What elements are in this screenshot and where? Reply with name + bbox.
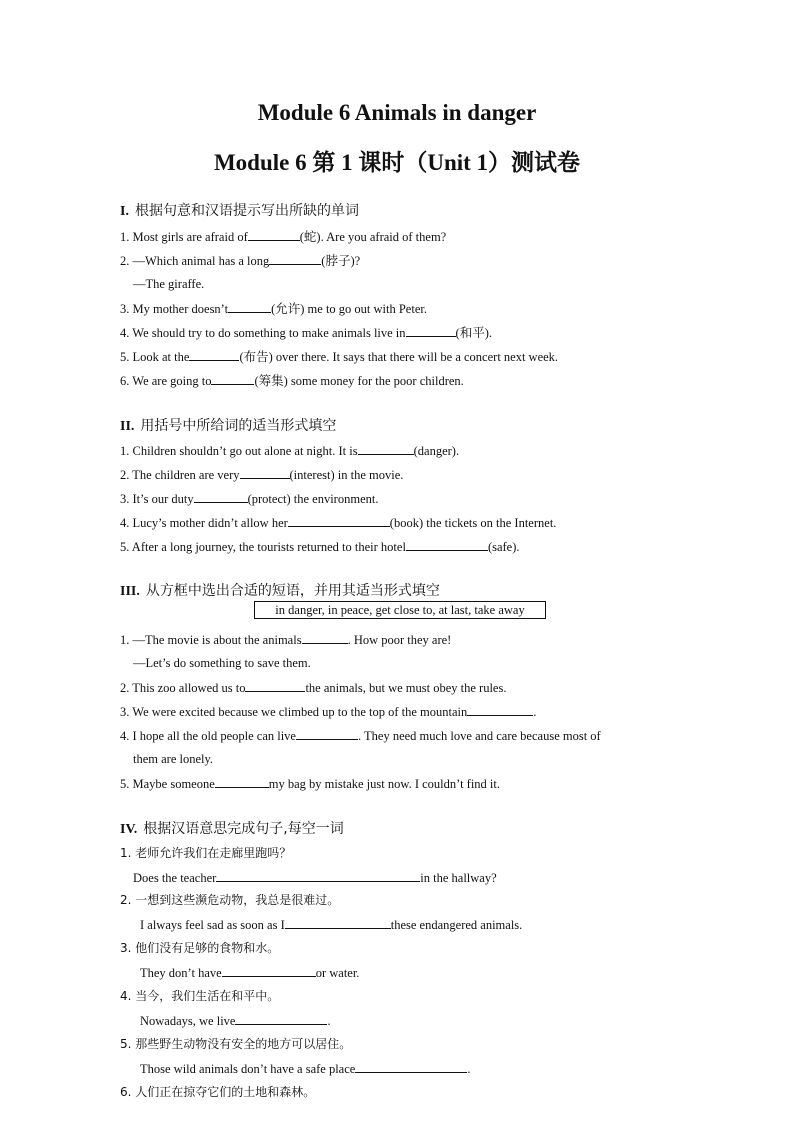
question-line: 1. —The movie is about the animals . How poor they are! [120,633,452,647]
question-line: 2. —Which animal has a long (脖子)? [120,254,361,268]
question-line: 5. Maybe someone my bag by mistake just now. I couldn’t find it. [120,777,501,791]
question-line: 6. We are going to (筹集) some money for the poor children. [120,374,464,388]
section-title: 从方框中选出合适的短语，并用其适当形式填空 [145,583,440,599]
chinese-prompt: 6. 人们正在掠夺它们的土地和森林。 [120,1085,316,1099]
section-number: III. [120,584,140,599]
section-number: I. [120,204,129,219]
section-3-heading [120,580,440,600]
question-line: 4. Lucy’s mother didn’t allow her (book) the tickets on the Internet. [120,516,557,530]
answer-blank[interactable] [288,514,390,527]
answer-blank[interactable] [245,679,305,692]
section-2-heading [120,415,336,435]
answer-blank[interactable] [358,442,414,455]
section-1-heading [120,200,359,220]
section-number: IV. [120,822,138,837]
answer-blank[interactable] [248,228,300,241]
question-line: 3. My mother doesn’t (允许) me to go out with Peter. [120,302,427,316]
chinese-prompt: 5. 那些野生动物没有安全的地方可以居住。 [120,1037,352,1051]
question-line: 4. I hope all the old people can live . They need much love and care because most of [120,729,601,743]
question-line: 2. The children are very (interest) in the movie. [120,468,404,482]
chinese-prompt: 4. 当今，我们生活在和平中。 [120,989,280,1003]
answer-blank[interactable] [406,538,488,551]
answer-blank[interactable] [194,490,248,503]
answer-blank[interactable] [285,916,391,929]
question-line: Does the teacher in the hallway? [133,871,497,885]
question-line: I always feel sad as soon as I these endangered animals. [140,918,523,932]
answer-blank[interactable] [228,300,271,313]
answer-blank[interactable] [222,964,316,977]
question-line: 5. After a long journey, the tourists returned to their hotel (safe). [120,540,520,554]
question-line: them are lonely. [133,752,214,766]
section-number: II. [120,419,135,434]
answer-blank[interactable] [216,869,420,882]
question-line: Those wild animals don’t have a safe place . [140,1062,471,1076]
question-line: 1. Most girls are afraid of (蛇). Are you afraid of them? [120,230,447,244]
question-line: 5. Look at the (布告) over there. It says that there will be a concert next week. [120,350,559,364]
answer-blank[interactable] [211,372,254,385]
question-line: They don’t have or water. [140,966,360,980]
question-line: 4. We should try to do something to make animals live in (和平). [120,326,492,340]
page-title: Module 6 Animals in danger [257,100,537,125]
answer-blank[interactable] [189,348,239,361]
answer-blank[interactable] [467,703,533,716]
question-line: —The giraffe. [133,277,205,291]
question-line: 2. This zoo allowed us to the animals, but we must obey the rules. [120,681,507,695]
question-line: 3. It’s our duty (protect) the environment. [120,492,379,506]
chinese-prompt: 3. 他们没有足够的食物和水。 [120,941,280,955]
answer-blank[interactable] [269,252,321,265]
answer-blank[interactable] [240,466,290,479]
chinese-prompt: 2. 一想到这些濒危动物，我总是很难过。 [120,893,340,907]
section-4-heading [120,818,344,838]
answer-blank[interactable] [406,324,456,337]
page-subtitle: Module 6 第 1 课时（Unit 1）测试卷 [213,150,581,175]
chinese-prompt: 1. 老师允许我们在走廊里跑吗？ [120,846,292,860]
answer-blank[interactable] [235,1012,327,1025]
answer-blank[interactable] [215,775,269,788]
section-title: 用括号中所给词的适当形式填空 [140,418,337,434]
question-line: 1. Children shouldn’t go out alone at night. It is (danger). [120,444,460,458]
section-title: 根据汉语意思完成句子,每空一词 [143,821,344,837]
answer-blank[interactable] [296,727,358,740]
question-line: —Let’s do something to save them. [133,656,311,670]
answer-blank[interactable] [302,631,348,644]
word-bank-box: in danger, in peace, get close to, at last, take away [254,601,546,619]
answer-blank[interactable] [355,1060,467,1073]
section-title: 根据句意和汉语提示写出所缺的单词 [134,203,359,219]
question-line: 3. We were excited because we climbed up to the top of the mountain . [120,705,537,719]
question-line: Nowadays, we live . [140,1014,331,1028]
